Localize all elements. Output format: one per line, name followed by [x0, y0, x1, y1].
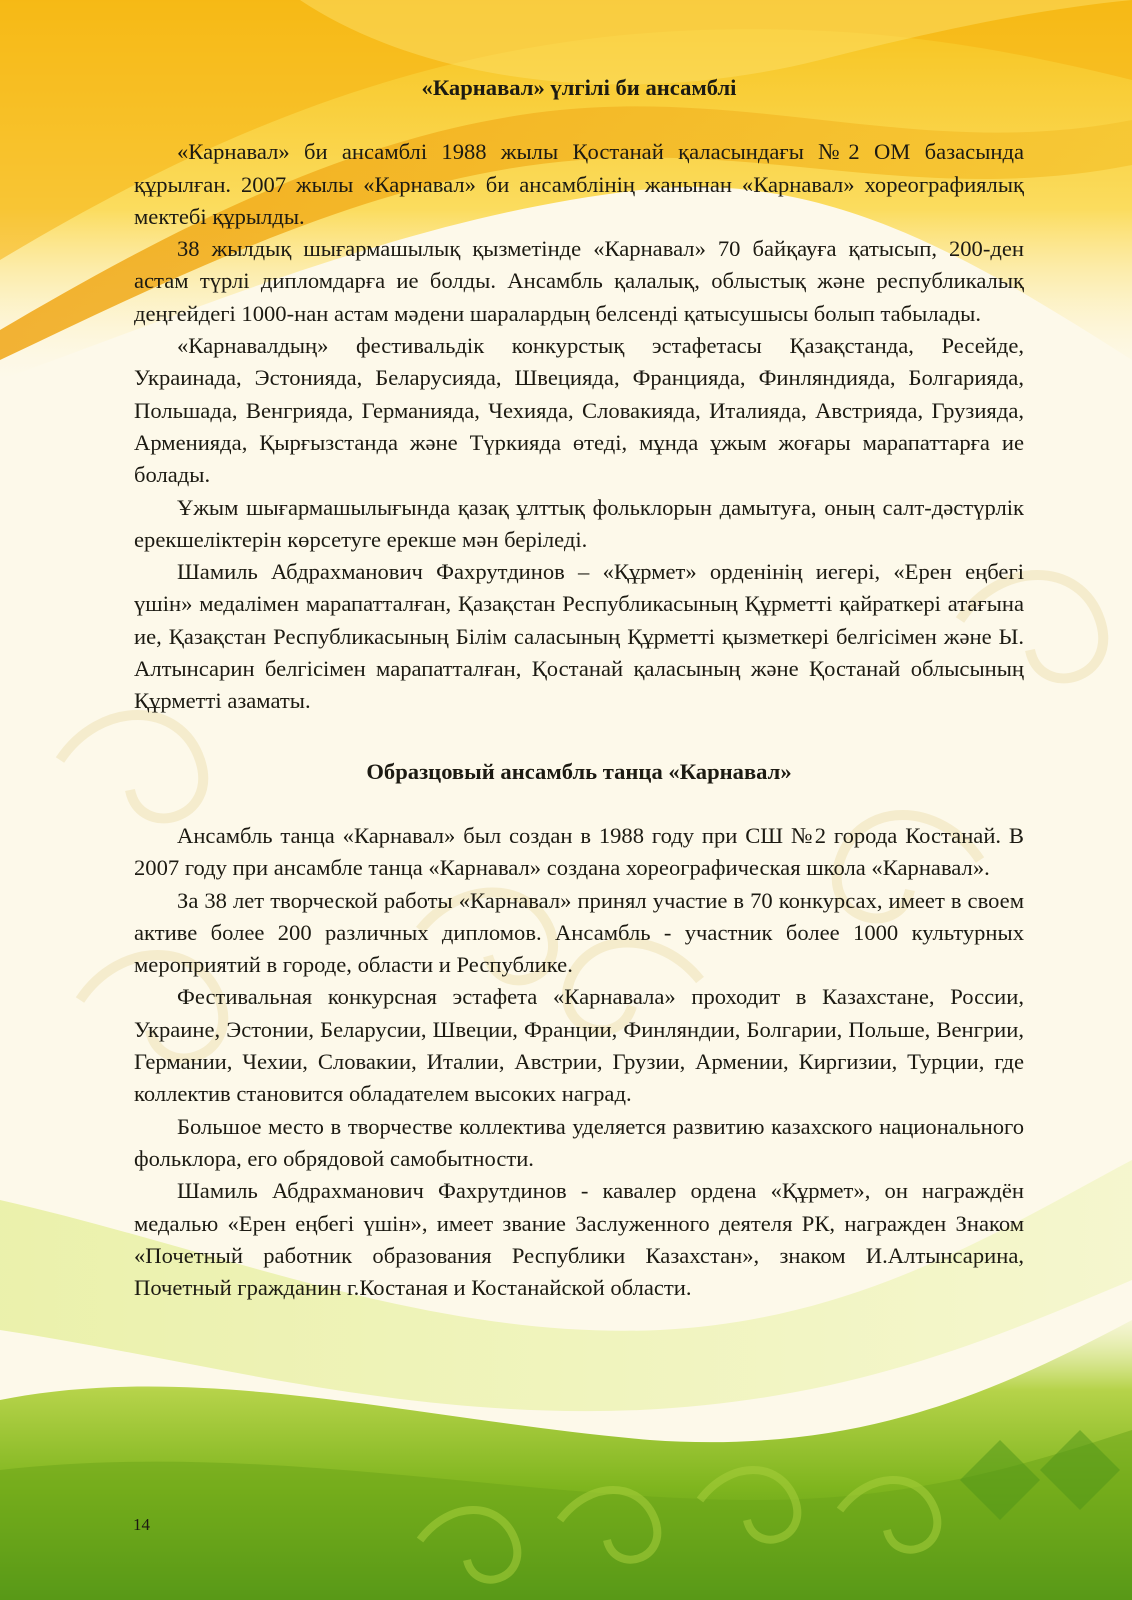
paragraph: За 38 лет творческой работы «Карнавал» принял участие в 70 конкурсах, имеет в своем активе более 200 различных дипломов. Ансамбль - участник более 1000 культурных мероприятий в городе, области и Республике. [134, 887, 1024, 978]
paragraph: 38 жылдық шығармашылық қызметінде «Карнавал» 70 байқауға қатысып, 200-ден астам түрлі дипломдарға ие болды. Ансамбль қалалық, облыстық және республикалық деңгейдегі 1000-нан астам мәдени шаралардың белсенді қатысушысы болып табылады. [134, 236, 1024, 326]
page-content [134, 58, 1024, 1304]
paragraph: Фестивальная конкурсная эстафета «Карнавала» проходит в Казахстане, России, Украине, Эстонии, Беларусии, Швеции, Франции, Финляндии, Болгарии, Польше, Венгрии, Германии, Чехии, Словакии, Италии, Австрии, Грузии, Армении, Киргизии, Турции, где коллектив становится обладателем высоких наград. [134, 984, 1024, 1107]
paragraph: «Карнавалдың» фестивальдік конкурстық эстафетасы Қазақстанда, Ресейде, Украинада, Эстонияда, Беларусияда, Швецияда, Францияда, Финляндияда, Болгарияда, Польшада, Венгрияда, Германияда, Чехияда, Словакияда, Италияда, Австрияда, Грузияда, Арменияда, Қырғызстанда және Түркияда өтеді, мұнда ұжым жоғары марапаттарға ие болады. [134, 333, 1024, 488]
paragraph: Ұжым шығармашылығында қазақ ұлттық фольклорын дамытуға, оның салт-дәстүрлік ерекшеліктерін көрсетуге ерекше мән беріледі. [134, 494, 1024, 552]
section-title-russian: Образцовый ансамбль танца «Карнавал» [366, 758, 792, 784]
paragraph: Шамиль Абдрахманович Фахрутдинов – «Құрмет» орденінің иегері, «Ерен еңбегі үшін» медалімен марапатталған, Қазақстан Республикасының Құрметті қайраткері атағына ие, Қазақстан Республикасының Білім саласының Құрметті қызметкері белгісімен және Ы. Алтынсарин белгісімен марапатталған, Қостанай қаласының және Қостанай облысының Құрметті азаматы. [134, 559, 1024, 714]
paragraph: «Карнавал» би ансамблі 1988 жылы Қостанай қаласындағы №2 ОМ базасында құрылған. 2007 жылы «Карнавал» би ансамблінің жанынан «Карнавал» хореографиялық мектебі құрылды. [134, 139, 1024, 229]
page-number: 14 [133, 1515, 150, 1534]
paragraph: Большое место в творчестве коллектива уделяется развитию казахского национального фольклора, его обрядовой самобытности. [134, 1113, 1024, 1171]
paragraph: Ансамбль танца «Карнавал» был создан в 1988 году при СШ №2 города Костанай. В 2007 году при ансамбле танца «Карнавал» создана хореографическая школа «Карнавал». [134, 822, 1024, 881]
paragraph: Шамиль Абдрахманович Фахрутдинов - кавалер ордена «Құрмет», он награждён медалью «Ерен еңбегі үшін», имеет звание Заслуженного деятеля РК, награжден Знаком «Почетный работник образования Республики Казахстан», знаком И.Алтынсарина, Почетный гражданин г.Костаная и Костанайской области. [134, 1178, 1024, 1301]
section-title-kazakh: «Карнавал» үлгілі би ансамблі [421, 75, 737, 100]
